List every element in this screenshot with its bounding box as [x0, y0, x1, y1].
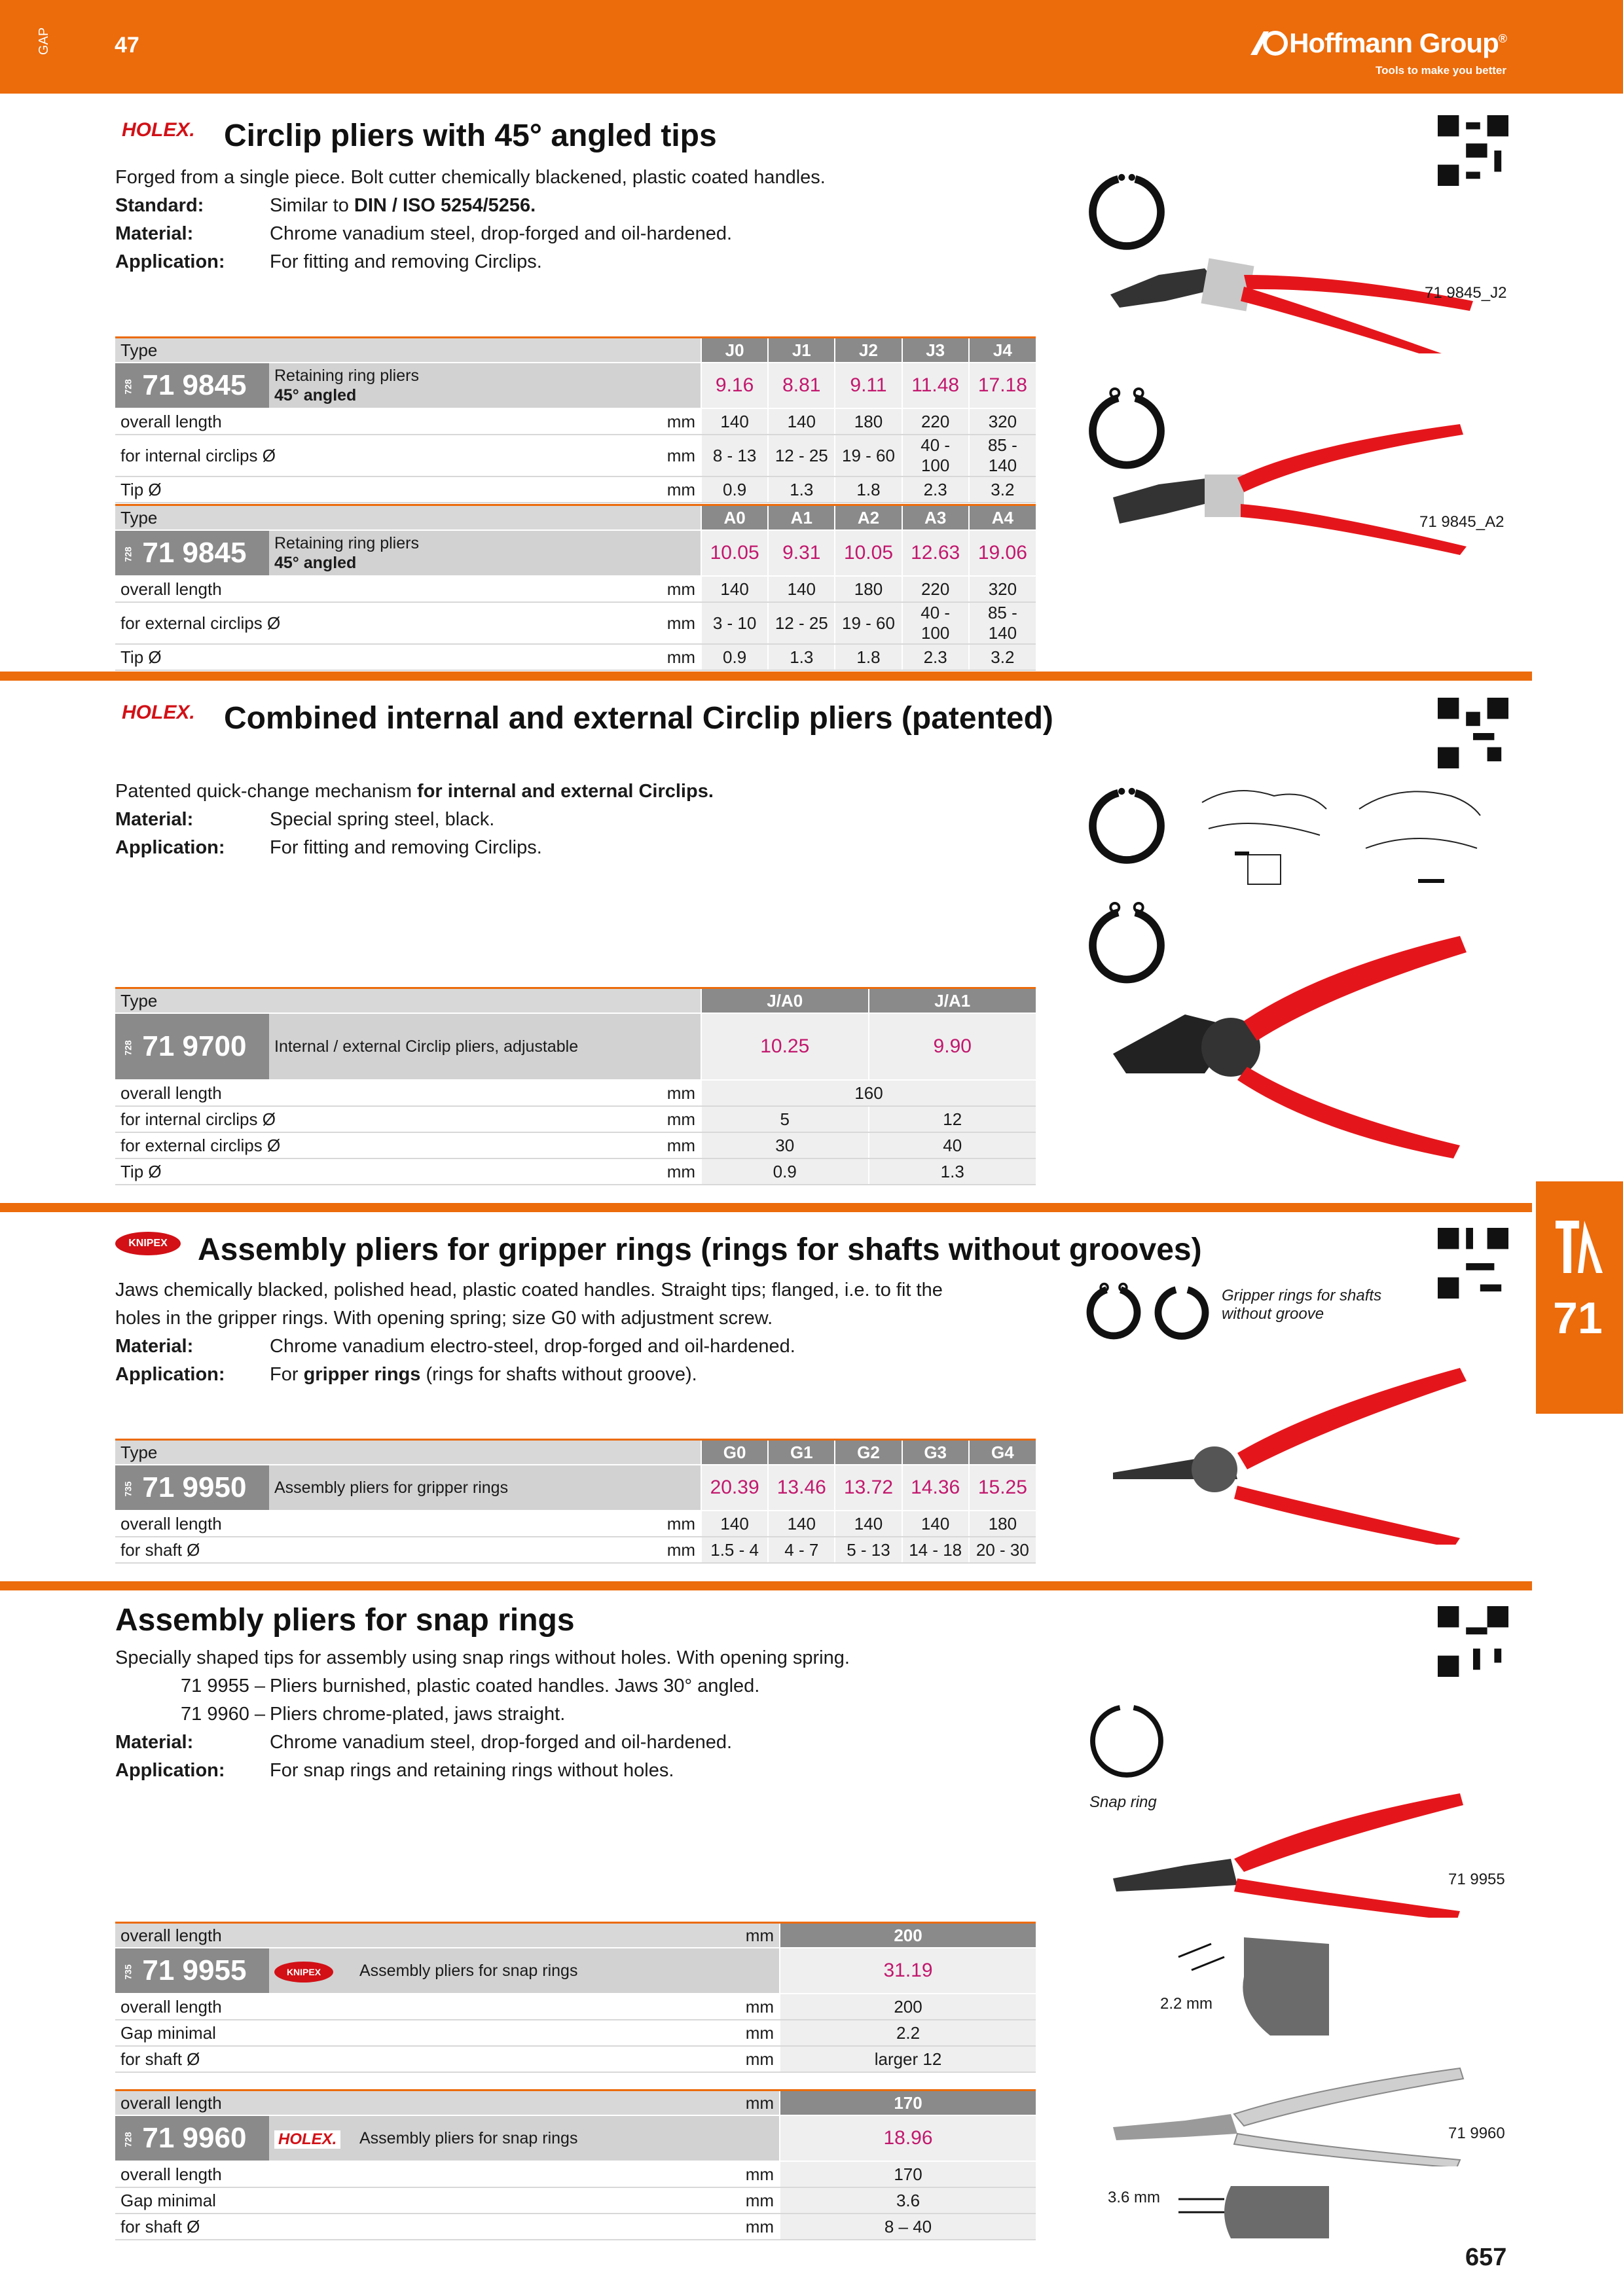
gripper-ring-pliers-image — [1106, 1355, 1480, 1545]
price: 19.06 — [969, 530, 1036, 576]
article-number: 728 71 9960 — [115, 2115, 269, 2161]
article-name: Internal / external Circlip pliers, adjustable — [269, 1013, 701, 1080]
type-header: A2 — [835, 505, 902, 531]
price: 31.19 — [780, 1948, 1036, 1994]
pliers-icon — [1553, 1217, 1605, 1276]
type-header: J4 — [969, 338, 1036, 363]
type-header: G3 — [902, 1440, 969, 1465]
type-label: overall length — [115, 2090, 682, 2116]
gripper-ring-icon — [1152, 1282, 1211, 1340]
type-label: Type — [115, 338, 701, 363]
row-unit: mm — [544, 476, 701, 503]
row-label: for internal circlips Ø — [115, 1106, 544, 1132]
row-unit: mm — [544, 435, 701, 476]
section2-title: Combined internal and external Circlip pliers (patented) — [224, 701, 1053, 736]
gap-label-36: 3.6 mm — [1108, 2189, 1161, 2206]
row-label: Tip Ø — [115, 644, 544, 670]
page-header — [0, 0, 1623, 94]
article-name: Assembly pliers for snap rings — [354, 1948, 780, 1994]
row-label: for shaft Ø — [115, 2046, 682, 2072]
price: 8.81 — [768, 363, 835, 408]
type-label: Type — [115, 1440, 701, 1465]
type-header: 200 — [780, 1923, 1036, 1948]
gap-label-22: 2.2 mm — [1160, 1995, 1213, 2013]
row-label: for external circlips Ø — [115, 1132, 544, 1158]
gripper-ring-caption: Gripper rings for shafts without groove — [1222, 1287, 1382, 1323]
row-unit: mm — [544, 644, 701, 670]
row-unit: mm — [544, 1537, 701, 1563]
row-label: for external circlips Ø — [115, 602, 544, 644]
internal-circlip-icon — [1084, 169, 1169, 254]
row-label: overall length — [115, 576, 544, 602]
price: 18.96 — [780, 2115, 1036, 2161]
type-header: G0 — [701, 1440, 768, 1465]
type-header: A3 — [902, 505, 969, 531]
row-label: Gap minimal — [115, 2187, 682, 2214]
qr-code-icon[interactable] — [1438, 698, 1508, 768]
type-header: J0 — [701, 338, 768, 363]
qr-code-icon[interactable] — [1438, 115, 1508, 186]
article-number: 735 71 9955 — [115, 1948, 269, 1994]
price: 10.05 — [835, 530, 902, 576]
article-name: Retaining ring pliers 45° angled — [269, 530, 701, 576]
article-number: 728 71 9700 — [115, 1013, 269, 1080]
row-unit: mm — [544, 1158, 701, 1185]
spec-table-719960: overall length mm 170 728 71 9960 HOLEX. Assembly pliers for snap rings 18.96 overall length mm 170 Gap minimal mm 3.6 for shaft Ø mm 8 – 40 — [115, 2089, 1036, 2240]
section-divider — [0, 672, 1532, 681]
article-name: Assembly pliers for snap rings — [354, 2115, 780, 2161]
holex-logo: HOLEX. — [122, 702, 195, 723]
type-header: J/A0 — [701, 988, 868, 1014]
type-header: A1 — [768, 505, 835, 531]
price: 15.25 — [969, 1465, 1036, 1511]
price: 9.31 — [768, 530, 835, 576]
type-header: J1 — [768, 338, 835, 363]
section-divider — [0, 1203, 1532, 1212]
price: 10.25 — [701, 1013, 868, 1080]
holex-logo: HOLEX. — [122, 119, 195, 141]
spec-table-719950: Type G0 G1 G2 G3 G4 735 71 9950 Assembly pliers for gripper rings 20.39 13.46 13.72 14.36 15.25 overall length mm 140 140 140 140 180 for shaft Ø mm 1.5 - 4 4 - 7 5 - 13 14 - 18 20 - 30 — [115, 1439, 1036, 1564]
section1-description: Forged from a single piece. Bolt cutter chemically blackened, plastic coated handles. Standard: Similar to DIN / ISO 5254/5256. Material: Chrome vanadium steel, drop-forged and oil-hardened. Application: For fitting and removing Circlips. — [115, 167, 826, 272]
circlip-pliers-j2-image — [1106, 249, 1473, 353]
price: 20.39 — [701, 1465, 768, 1511]
row-label: overall length — [115, 1080, 544, 1106]
combined-circlip-pliers-image — [1106, 923, 1480, 1158]
gap-label: GAP — [37, 27, 51, 55]
price: 12.63 — [902, 530, 969, 576]
gripper-ring-icon — [1084, 1282, 1143, 1340]
row-label: for shaft Ø — [115, 2214, 682, 2240]
article-number: 728 71 9845 — [115, 363, 269, 408]
row-label: for shaft Ø — [115, 1537, 544, 1563]
internal-circlip-icon — [1084, 783, 1169, 868]
article-number: 728 71 9845 — [115, 530, 269, 576]
type-label: Type — [115, 988, 701, 1014]
price: 17.18 — [969, 363, 1036, 408]
row-label: Gap minimal — [115, 2020, 682, 2046]
image-caption-j2: 71 9845_J2 — [1425, 284, 1507, 302]
row-label: Tip Ø — [115, 1158, 544, 1185]
snap-ring-pliers-719960-image — [1106, 2062, 1480, 2166]
page-number: 657 — [1465, 2244, 1507, 2271]
qr-code-icon[interactable] — [1438, 1606, 1508, 1677]
brand-tagline: Tools to make you better — [1376, 64, 1506, 77]
article-number: 735 71 9950 — [115, 1465, 269, 1511]
section3-description: Jaws chemically blacked, polished head, plastic coated handles. Straight tips; flanged, i.e. to fit the holes in the gripper rings. With opening spring; size G0 with adjustment screw. Material: Chrome vanadium electro-steel, drop-forged and oil-hardened. Application: For gripper rings (rings for shafts without groove). — [115, 1280, 943, 1385]
row-unit: mm — [544, 576, 701, 602]
type-header: A4 — [969, 505, 1036, 531]
row-label: overall length — [115, 2161, 682, 2187]
price: 13.46 — [768, 1465, 835, 1511]
row-label: Tip Ø — [115, 476, 544, 503]
spec-table-719700: Type J/A0 J/A1 728 71 9700 Internal / external Circlip pliers, adjustable 10.25 9.90 overall length mm 160 for internal circlips Ø mm 5 12 for external circlips Ø mm 30 40 Tip Ø mm 0.9 1.3 — [115, 987, 1036, 1185]
section-divider — [0, 1581, 1532, 1590]
image-caption-719955: 71 9955 — [1448, 1871, 1505, 1888]
brand-name: Hoffmann Group® — [1289, 27, 1506, 58]
header-page-label: 47 — [115, 33, 139, 58]
gap-detail-719955-image — [1172, 1931, 1336, 2036]
type-header: A0 — [701, 505, 768, 531]
spec-table-719845-j: Type J0 J1 J2 J3 J4 728 71 9845 Retaining ring pliers 45° angled 9.16 8.81 9.11 11.48 17.18 overall length mm 140 140 180 220 320 for internal circlips Ø mm 8 - 13 12 - 25 19 - 60 40 - 100 85 - 140 Tip Ø mm 0.9 1.3 1.8 2.3 3.2 — [115, 336, 1036, 503]
spec-table-719845-a: Type A0 A1 A2 A3 A4 728 71 9845 Retaining ring pliers 45° angled 10.05 9.31 10.05 12.63 19.06 overall length mm 140 140 180 220 320 for external circlips Ø mm 3 - 10 12 - 25 19 - 60 40 - 100 85 - 140 Tip Ø mm 0.9 1.3 1.8 2.3 3.2 — [115, 504, 1036, 671]
mechanism-sketch-2-image — [1353, 776, 1484, 894]
article-name: Retaining ring pliers 45° angled — [269, 363, 701, 408]
spec-table-719955: overall length mm 200 735 71 9955 KNIPEX Assembly pliers for snap rings 31.19 overall length mm 200 Gap minimal mm 2.2 for shaft Ø mm larger 12 — [115, 1922, 1036, 2073]
row-label: overall length — [115, 408, 544, 435]
hoffmann-logo-icon — [1249, 29, 1291, 58]
chapter-tab[interactable] — [1536, 1181, 1623, 1414]
type-header: G1 — [768, 1440, 835, 1465]
row-unit: mm — [544, 408, 701, 435]
price: 9.90 — [869, 1013, 1036, 1080]
type-header: J/A1 — [869, 988, 1036, 1014]
holex-logo-cell: HOLEX. — [269, 2115, 354, 2161]
snap-ring-icon — [1084, 1699, 1169, 1784]
row-unit: mm — [544, 1132, 701, 1158]
mechanism-sketch-1-image — [1195, 776, 1333, 894]
type-header: G4 — [969, 1440, 1036, 1465]
knipex-logo-cell: KNIPEX — [269, 1948, 354, 1994]
row-unit: mm — [544, 1106, 701, 1132]
row-unit: mm — [544, 602, 701, 644]
gap-detail-719960-image — [1172, 2173, 1336, 2245]
qr-code-icon[interactable] — [1438, 1228, 1508, 1299]
snap-ring-pliers-719955-image — [1106, 1787, 1480, 1918]
price: 9.16 — [701, 363, 768, 408]
type-label: Type — [115, 505, 701, 531]
price: 13.72 — [835, 1465, 902, 1511]
type-label: overall length — [115, 1923, 682, 1948]
row-label: for internal circlips Ø — [115, 435, 544, 476]
circlip-pliers-a2-image — [1106, 419, 1473, 556]
price: 14.36 — [902, 1465, 969, 1511]
section1-title: Circlip pliers with 45° angled tips — [224, 118, 717, 153]
price: 11.48 — [902, 363, 969, 408]
knipex-logo: KNIPEX — [115, 1232, 181, 1255]
section3-title: Assembly pliers for gripper rings (rings for shafts without grooves) — [198, 1232, 1202, 1267]
article-name: Assembly pliers for gripper rings — [269, 1465, 701, 1511]
row-label: overall length — [115, 1994, 682, 2020]
section4-description: Specially shaped tips for assembly using snap rings without holes. With opening spring. 71 9955 – Pliers burnished, plastic coated handles. Jaws 30° angled. 71 9960 – Pliers chrome-plated, jaws straight. Material: Chrome vanadium steel, drop-forged and oil-hardened. Application: For snap rings and retaining rings without holes. — [115, 1647, 850, 1781]
price: 9.11 — [835, 363, 902, 408]
section2-description: Patented quick-change mechanism for internal and external Circlips. Material: Special spring steel, black. Application: For fitting and removing Circlips. — [115, 781, 714, 858]
type-header: G2 — [835, 1440, 902, 1465]
row-label: overall length — [115, 1511, 544, 1537]
type-header: 170 — [780, 2090, 1036, 2116]
section4-title: Assembly pliers for snap rings — [115, 1603, 575, 1638]
row-unit: mm — [544, 1080, 701, 1106]
chapter-number: 71 — [1553, 1293, 1603, 1343]
row-unit: mm — [544, 1511, 701, 1537]
price: 10.05 — [701, 530, 768, 576]
type-header: J2 — [835, 338, 902, 363]
image-caption-a2: 71 9845_A2 — [1419, 513, 1504, 531]
image-caption-719960: 71 9960 — [1448, 2125, 1505, 2142]
snap-ring-caption: Snap ring — [1089, 1793, 1157, 1811]
type-header: J3 — [902, 338, 969, 363]
